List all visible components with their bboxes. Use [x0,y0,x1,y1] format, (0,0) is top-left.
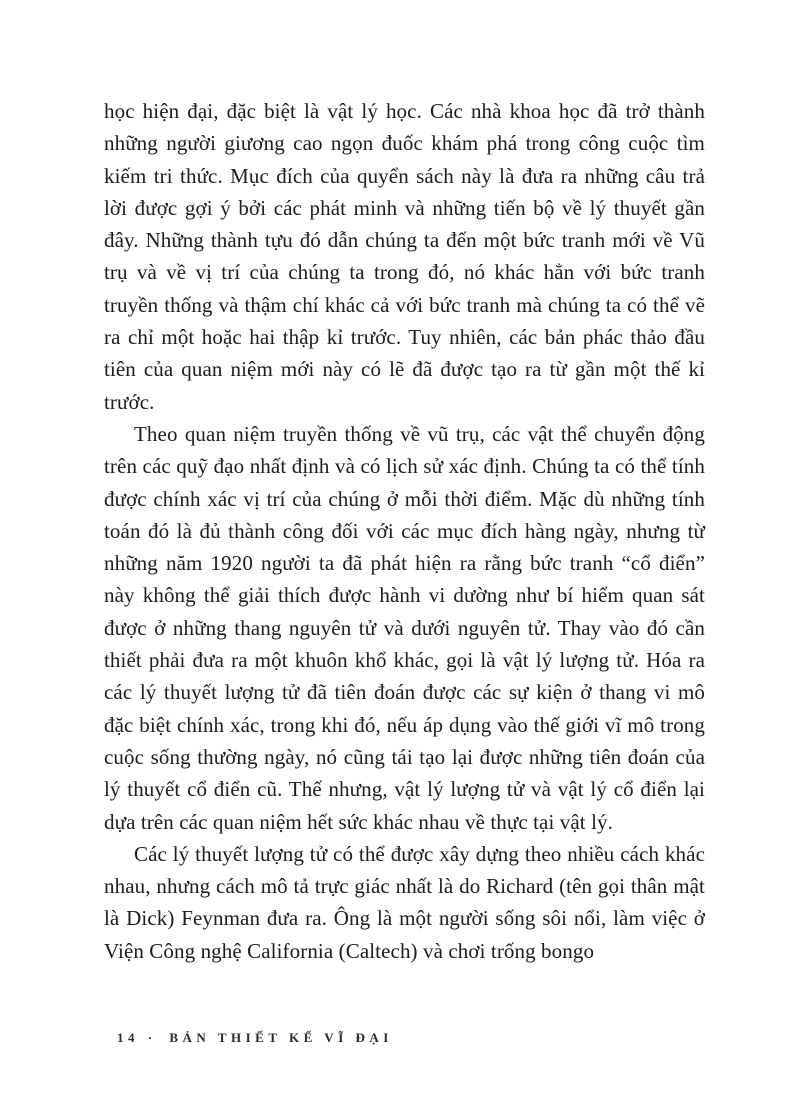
running-footer [117,1030,393,1046]
book-title: BẢN THIẾT KẾ VĨ ĐẠI [169,1030,393,1045]
paragraph-continuation: học hiện đại, đặc biệt là vật lý học. Các nhà khoa học đã trở thành những người giương cao ngọn đuốc khám phá trong công cuộc tìm kiếm tri thức. Mục đích của quyển sách này là đưa ra những câu trả lời được gợi ý bởi các phát minh và những tiến bộ về lý thuyết gần đây. Những thành tựu đó dẫn chúng ta đến một bức tranh mới về Vũ trụ và về vị trí của chúng ta trong đó, nó khác hẳn với bức tranh truyền thống và thậm chí khác cả với bức tranh mà chúng ta có thể vẽ ra chỉ một hoặc hai thập kỉ trước. Tuy nhiên, các bản phác thảo đầu tiên của quan niệm mới này có lẽ đã được tạo ra từ gần một thế kỉ trước. [104,99,705,414]
page-text-block [104,95,705,967]
paragraph-classical-vs-quantum: Theo quan niệm truyền thống về vũ trụ, các vật thể chuyển động trên các quỹ đạo nhất định và có lịch sử xác định. Chúng ta có thể tính được chính xác vị trí của chúng ở mỗi thời điểm. Mặc dù những tính toán đó là đủ thành công đối với các mục đích hàng ngày, nhưng từ những năm 1920 người ta đã phát hiện ra rằng bức tranh “cổ điển” này không thể giải thích được hành vi dường như bí hiểm quan sát được ở những thang nguyên tử và dưới nguyên tử. Thay vào đó cần thiết phải đưa ra một khuôn khổ khác, gọi là vật lý lượng tử. Hóa ra các lý thuyết lượng tử đã tiên đoán được các sự kiện ở thang vi mô đặc biệt chính xác, trong khi đó, nếu áp dụng vào thế giới vĩ mô trong cuộc sống thường ngày, nó cũng tái tạo lại được những tiên đoán của lý thuyết cổ điển cũ. Thế nhưng, vật lý lượng tử và vật lý cổ điển lại dựa trên các quan niệm hết sức khác nhau về thực tại vật lý. [104,421,705,834]
page-number: 14 [117,1030,139,1045]
paragraph-feynman: Các lý thuyết lượng tử có thể được xây dựng theo nhiều cách khác nhau, nhưng cách mô tả trực giác nhất là do Richard (tên gọi thân mật là Dick) Feynman đưa ra. Ông là một người sống sôi nổi, làm việc ở Viện Công nghệ California (Caltech) và chơi trống bongo [104,841,705,963]
footer-separator-dot: · [147,1030,157,1045]
